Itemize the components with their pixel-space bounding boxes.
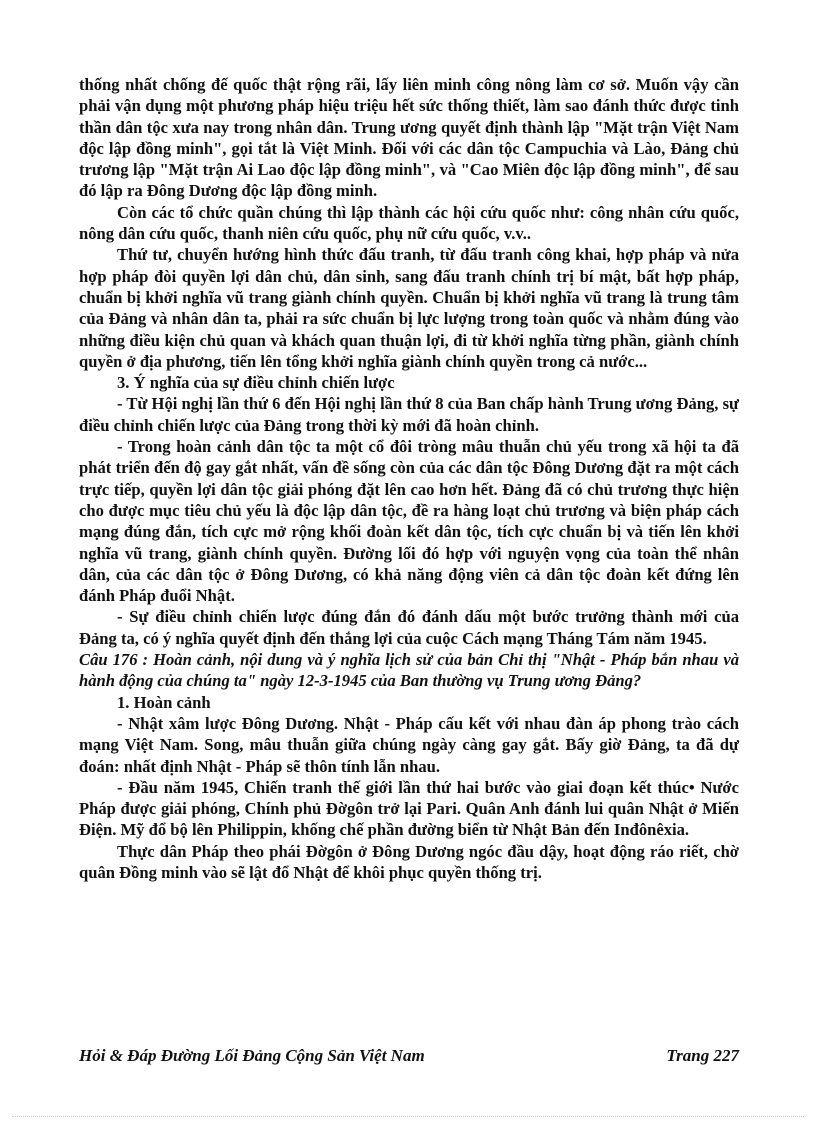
paragraph-7: - Sự điều chỉnh chiến lược đúng đắn đó đánh dấu một bước trưởng thành mới của Đảng ta, có ý nghĩa quyết định đến thắng lợi của cuộc Cách mạng Tháng Tám năm 1945. [79,607,739,648]
page-bottom-divider [12,1116,804,1117]
paragraph-11: - Đầu năm 1945, Chiến tranh thế giới lần thứ hai bước vào giai đoạn kết thúc• Nước Pháp được giải phóng, Chính phủ Đờgôn trở lại Pari. Quân Anh đánh lui quân Nhật ở Miến Điện. Mỹ đổ bộ lên Philippin, khống chế phần đường biển từ Nhật Bản đến Inđônêxia. [79,777,739,840]
paragraph-5: - Từ Hội nghị lần thứ 6 đến Hội nghị lần thứ 8 của Ban chấp hành Trung ương Đảng, sự điều chỉnh chiến lược của Đảng trong thời kỳ mới đã hoàn chỉnh. [79,394,739,435]
page-number: Trang 227 [666,1046,739,1065]
section-heading-3: 3. Ý nghĩa của sự điều chỉnh chiến lược [117,373,395,393]
question-176: Câu 176 : Hoàn cảnh, nội dung và ý nghĩa lịch sử của bản Chỉ thị "Nhật - Pháp bắn nhau và hành động của chúng ta" ngày 12-3-1945 của Ban thường vụ Trung ương Đảng? [79,650,739,691]
page-footer [79,1046,739,1066]
paragraph-10: - Nhật xâm lược Đông Dương. Nhật - Pháp cấu kết với nhau đàn áp phong trào cách mạng Việt Nam. Song, mâu thuẫn giữa chúng ngày càng gay gắt. Bấy giờ Đảng, ta đã dự đoán: nhất định Nhật - Pháp sẽ thôn tính lẫn nhau. [79,713,739,776]
section-heading-1: 1. Hoàn cảnh [117,692,211,712]
paragraph-3: Thứ tư, chuyển hướng hình thức đấu tranh, từ đấu tranh công khai, hợp pháp và nửa hợp pháp đòi quyền lợi dân chủ, dân sinh, sang đấu tranh chính trị bí mật, bất hợp pháp, chuẩn bị khởi nghĩa vũ trang giành chính quyền. Chuẩn bị khởi nghĩa vũ trang là trung tâm của Đảng và nhân dân ta, phải ra sức chuẩn bị lực lượng trong toàn quốc và nhằm đúng vào những điều kiện chủ quan và khách quan thuận lợi, đi từ khởi nghĩa từng phần, giành chính quyền ở địa phương, tiến lên tổng khởi nghĩa giành chính quyền trong cả nước... [79,245,739,371]
paragraph-12: Thực dân Pháp theo phái Đờgôn ở Đông Dương ngóc đầu dậy, hoạt động ráo riết, chờ quân Đồng minh vào sẽ lật đổ Nhật để khôi phục quyền thống trị. [79,841,739,882]
paragraph-1: thống nhất chống đế quốc thật rộng rãi, lấy liên minh công nông làm cơ sở. Muốn vậy cần phải vận dụng một phương pháp hiệu triệu hết sức thống thiết, làm sao đánh thức được tinh thần dân tộc xưa nay trong nhân dân. Trung ương quyết định thành lập "Mặt trận Việt Nam độc lập đồng minh", gọi tắt là Việt Minh. Đối với các dân tộc Campuchia và Lào, Đảng chủ trương lập "Mặt trận Ai Lao độc lập đồng minh", và "Cao Miên độc lập đồng minh", để sau đó lập ra Đông Dương độc lập đồng minh. [79,75,739,201]
paragraph-6: - Trong hoàn cảnh dân tộc ta một cổ đôi tròng mâu thuẫn chủ yếu trong xã hội ta đã phát triển đến độ gay gắt nhất, vấn đề sống còn của các dân tộc Đông Dương đặt ra một cách trực tiếp, quyền lợi dân tộc giải phóng đặt lên cao hơn hết. Đảng đã có chủ trương thực hiện cho được mục tiêu chủ yếu là độc lập dân tộc, đề ra hàng loạt chủ trương và biện pháp cách mạng đúng đắn, tích cực mở rộng khối đoàn kết dân tộc, tích cực chuẩn bị và tiến lên khởi nghĩa vũ trang, giành chính quyền. Đường lối đó hợp với nguyện vọng của toàn thể nhân dân, của các dân tộc ở Đông Dương, có khả năng động viên cả dân tộc đoàn kết đứng lên đánh Pháp đuổi Nhật. [79,437,739,606]
footer-title: Hỏi & Đáp Đường Lối Đảng Cộng Sản Việt Nam [79,1046,425,1065]
page-body [79,74,739,883]
paragraph-2: Còn các tổ chức quần chúng thì lập thành các hội cứu quốc như: công nhân cứu quốc, nông dân cứu quốc, thanh niên cứu quốc, phụ nữ cứu quốc, v.v.. [79,202,739,244]
